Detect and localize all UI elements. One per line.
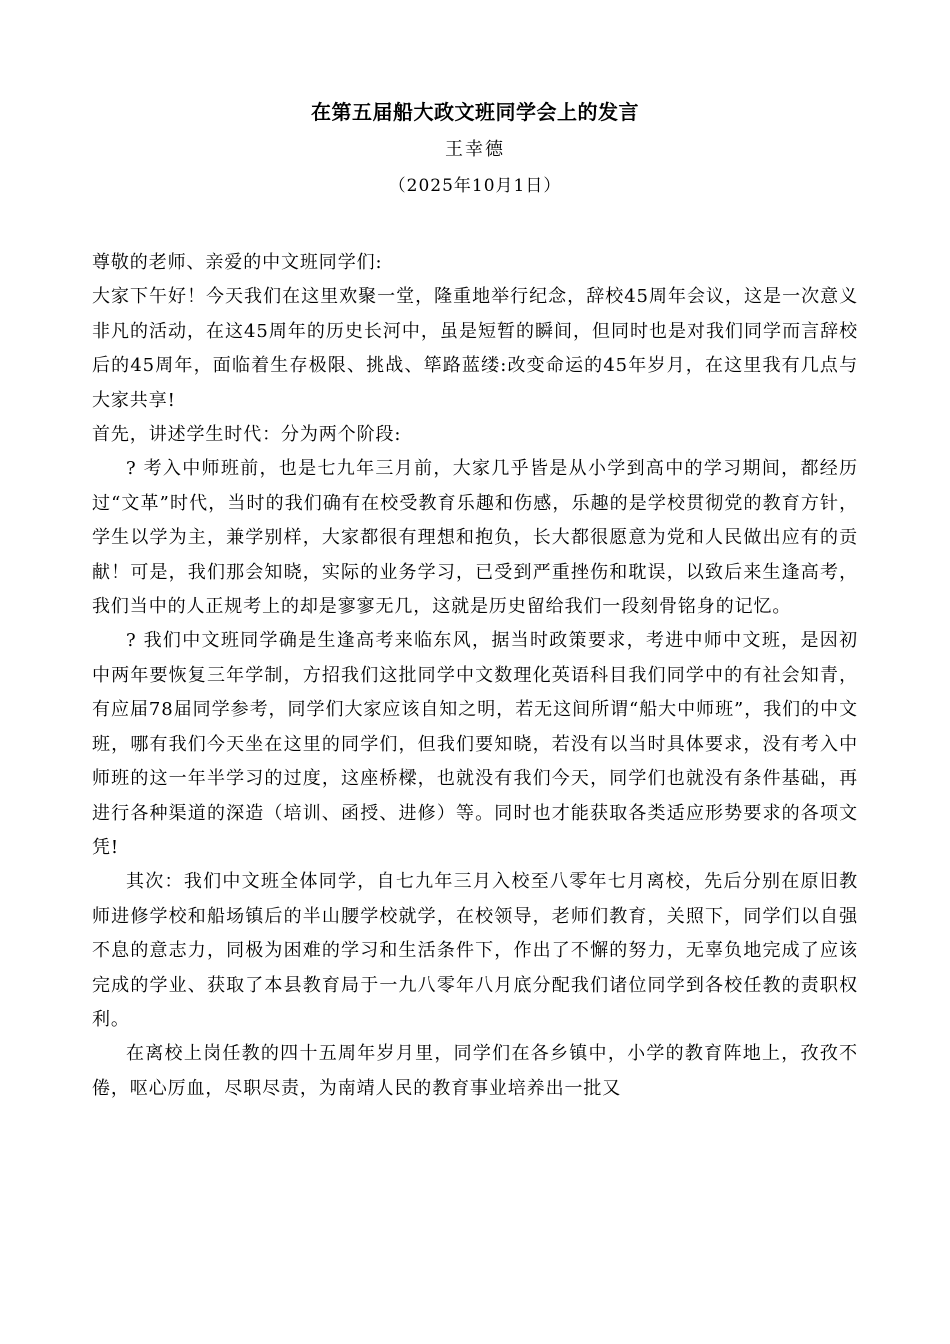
paragraph-greeting: 大家下午好！今天我们在这里欢聚一堂，隆重地举行纪念，辞校45周年会议，这是一次意义非凡的活动，在这45周年的历史长河中，虽是短暂的瞬间，但同时也是对我们同学而言辞校后的45周年，面临着生存极限、挑战、筚路蓝缕:改变命运的45年岁月，在这里我有几点与大家共享! xyxy=(92,286,858,411)
paragraph-second-point: 其次：我们中文班全体同学，自七九年三月入校至八零年七月离校，先后分别在原旧教师进修学校和船场镇后的半山腰学校就学，在校领导，老师们教育，关照下，同学们以自强不息的意志力，同极为困难的学习和生活条件下，作出了不懈的努力，无辜负地完成了应该完成的学业、获取了本县教育局于一九八零年八月底分配我们诸位同学到各校任教的责职权利。 xyxy=(92,871,858,1030)
paragraph-teaching-years: 在离校上岗任教的四十五周年岁月里，同学们在各乡镇中，小学的教育阵地上，孜孜不倦，呕心厉血，尽职尽责，为南靖人民的教育事业培养出一批又 xyxy=(92,1043,858,1099)
paragraph-first-point: 首先，讲述学生时代：分为两个阶段: xyxy=(92,424,402,446)
salutation: 尊敬的老师、亲爱的中文班同学们: xyxy=(92,252,383,273)
speech-date: （2025年10月1日） xyxy=(388,176,562,196)
paragraph-stage-one: ? 考入中师班前，也是七九年三月前，大家几乎皆是从小学到高中的学习期间，都经历过“文革”时代，当时的我们确有在校受教育乐趣和伤感，乐趣的是学校贯彻党的教育方针，学生以学为主，兼学别样，大家都很有理想和抱负，长大都很愿意为党和人民做出应有的贡献！可是，我们那会知晓，实际的业务学习，已受到严重挫伤和耽误，以致后来生逢高考，我们当中的人正规考上的却是寥寥无几，这就是历史留给我们一段刻骨铭身的记忆。 xyxy=(92,458,858,618)
author-name: 王幸德 xyxy=(445,139,505,160)
document-title: 在第五届船大政文班同学会上的发言 xyxy=(311,100,639,124)
speech-body xyxy=(92,246,858,1106)
paragraph-stage-two: ? 我们中文班同学确是生逢高考来临东风，据当时政策要求，考进中师中文班，是因初中两年要恢复三年学制，方招我们这批同学中文数理化英语科目我们同学中的有社会知青，有应届78届同学参考，同学们大家应该自知之明，若无这间所谓“船大中师班”，我们的中文班，哪有我们今天坐在这里的同学们，但我们要知晓，若没有以当时具体要求，没有考入中师班的这一年半学习的过度，这座桥樑，也就没有我们今天，同学们也就没有条件基础，再进行各种渠道的深造（培训、函授、进修）等。同时也才能获取各类适应形势要求的各项文凭! xyxy=(92,630,858,858)
